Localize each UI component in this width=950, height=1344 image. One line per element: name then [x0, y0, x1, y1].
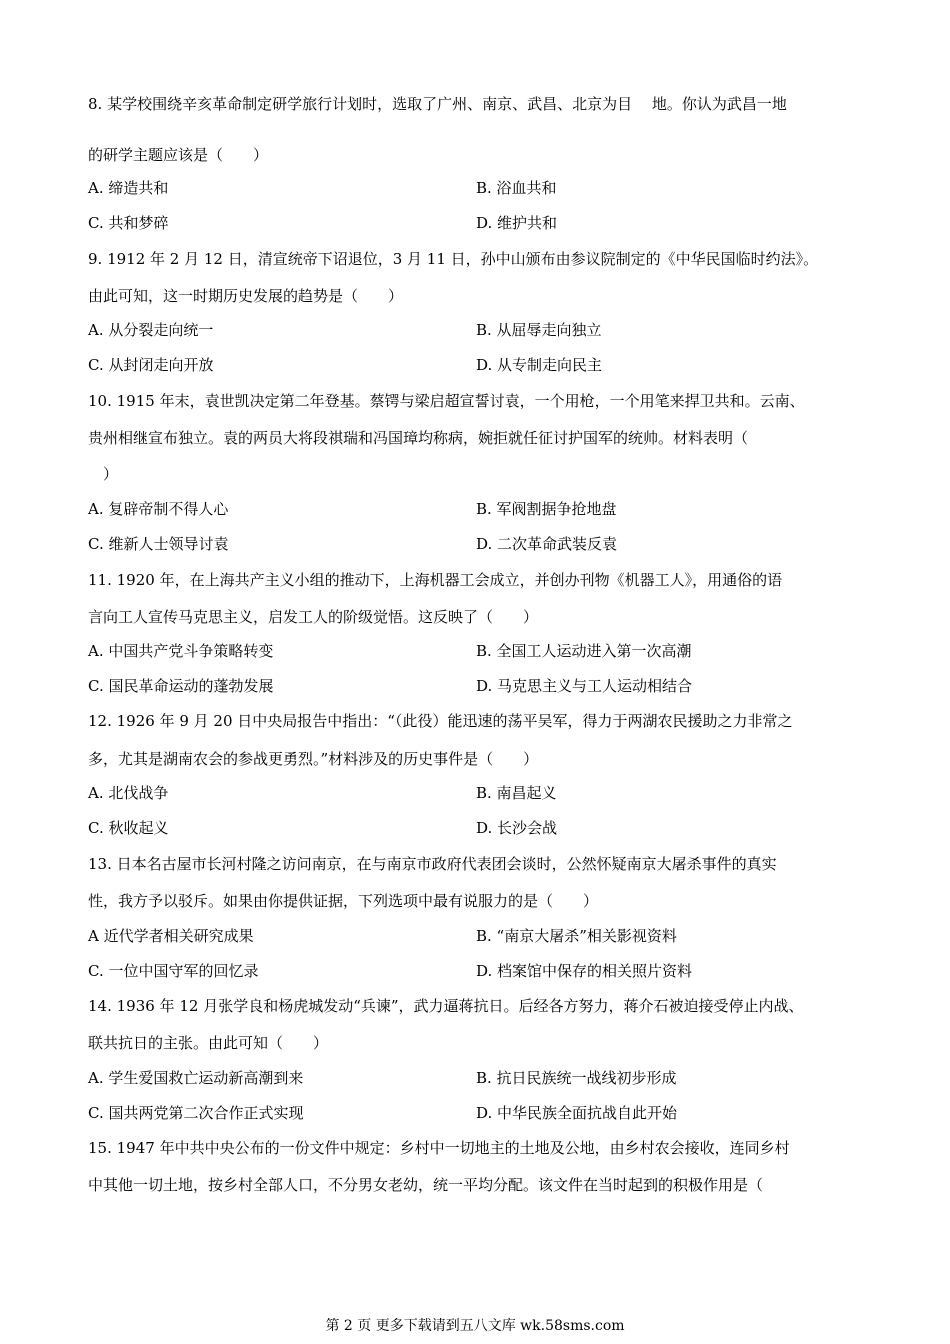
- question-text-line: 13. 日本名古屋市长河村隆之访问南京，在与南京市政府代表团会谈时，公然怀疑南京大屠杀事件的真实: [88, 855, 777, 873]
- option-c: C. 从封闭走向开放: [88, 356, 214, 374]
- option-d: D. 长沙会战: [476, 819, 558, 837]
- question-text-line: 12. 1926 年 9 月 20 日中央局报告中指出：“（此役）能迅速的荡平吴军，得力于两湖农民援助之力非常之: [88, 712, 793, 730]
- option-b: B. 从屈辱走向独立: [476, 321, 602, 339]
- question-text-line: 性，我方予以驳斥。如果由你提供证据，下列选项中最有说服力的是（ ）: [88, 892, 599, 910]
- option-d: D. 档案馆中保存的相关照片资料: [476, 962, 693, 980]
- option-b: B. “南京大屠杀”相关影视资料: [476, 927, 677, 945]
- question-text-line: 8. 某学校围绕辛亥革命制定研学旅行计划时，选取了广州、南京、武昌、北京为目 地。你认为武昌一地: [88, 95, 787, 113]
- option-b: B. 浴血共和: [476, 179, 557, 197]
- question-text-line: 联共抗日的主张。由此可知（ ）: [88, 1034, 329, 1052]
- option-d: D. 马克思主义与工人运动相结合: [476, 677, 693, 695]
- option-c: C. 共和梦碎: [88, 214, 169, 232]
- question-text-line: 14. 1936 年 12 月张学良和杨虎城发动“兵谏”，武力逼蒋抗日。后经各方努力，蒋介石被迫接受停止内战、: [88, 997, 804, 1015]
- option-d: D. 二次革命武装反袁: [476, 535, 618, 553]
- question-text-line: ）: [88, 465, 119, 483]
- question-text-line: 言向工人宣传马克思主义，启发工人的阶级觉悟。这反映了（ ）: [88, 608, 539, 626]
- option-a: A. 从分裂走向统一: [88, 321, 214, 339]
- option-d: D. 从专制走向民主: [476, 356, 603, 374]
- question-text-line: 11. 1920 年，在上海共产主义小组的推动下，上海机器工会成立，并创办刊物《机器工人》，用通俗的语: [88, 571, 783, 589]
- option-a: A. 缔造共和: [88, 179, 169, 197]
- option-b: B. 抗日民族统一战线初步形成: [476, 1069, 677, 1087]
- question-text-line: 贵州相继宣布独立。袁的两员大将段祺瑞和冯国璋均称病，婉拒就任征讨护国军的统帅。材料表明（: [88, 429, 749, 447]
- option-c: C. 秋收起义: [88, 819, 169, 837]
- option-b: B. 军阀割据争抢地盘: [476, 500, 617, 518]
- option-c: C. 国民革命运动的蓬勃发展: [88, 677, 274, 695]
- option-c: C. 维新人士领导讨袁: [88, 535, 229, 553]
- option-a: A. 复辟帝制不得人心: [88, 500, 229, 518]
- option-b: B. 全国工人运动进入第一次高潮: [476, 642, 692, 660]
- option-a: A 近代学者相关研究成果: [88, 927, 254, 945]
- option-a: A. 学生爱国救亡运动新高潮到来: [88, 1069, 304, 1087]
- option-c: C. 国共两党第二次合作正式实现: [88, 1104, 304, 1122]
- option-d: D. 维护共和: [476, 214, 558, 232]
- question-text-line: 中其他一切土地，按乡村全部人口，不分男女老幼，统一平均分配。该文件在当时起到的积极作用是（: [88, 1176, 764, 1194]
- question-text-line: 9. 1912 年 2 月 12 日，清宣统帝下诏退位，3 月 11 日，孙中山颁布由参议院制定的《中华民国临时约法》。: [88, 250, 819, 268]
- question-text-line: 由此可知，这一时期历史发展的趋势是（ ）: [88, 287, 404, 305]
- option-a: A. 中国共产党斗争策略转变: [88, 642, 274, 660]
- question-text-line: 10. 1915 年末，袁世凯决定第二年登基。蔡锷与梁启超宣誓讨袁，一个用枪，一个用笔来捍卫共和。云南、: [88, 392, 805, 410]
- option-b: B. 南昌起义: [476, 784, 557, 802]
- option-a: A. 北伐战争: [88, 784, 169, 802]
- page-footer: 第 2 页 更多下载请到五八文库 wk.58sms.com: [325, 1318, 625, 1334]
- question-text-line: 多，尤其是湖南农会的参战更勇烈。”材料涉及的历史事件是（ ）: [88, 750, 539, 768]
- question-text-line: 的研学主题应该是（ ）: [88, 146, 269, 164]
- question-text-line: 15. 1947 年中共中央公布的一份文件中规定：乡村中一切地主的土地及公地，由乡村农会接收，连同乡村: [88, 1139, 790, 1157]
- option-c: C. 一位中国守军的回忆录: [88, 962, 259, 980]
- option-d: D. 中华民族全面抗战自此开始: [476, 1104, 678, 1122]
